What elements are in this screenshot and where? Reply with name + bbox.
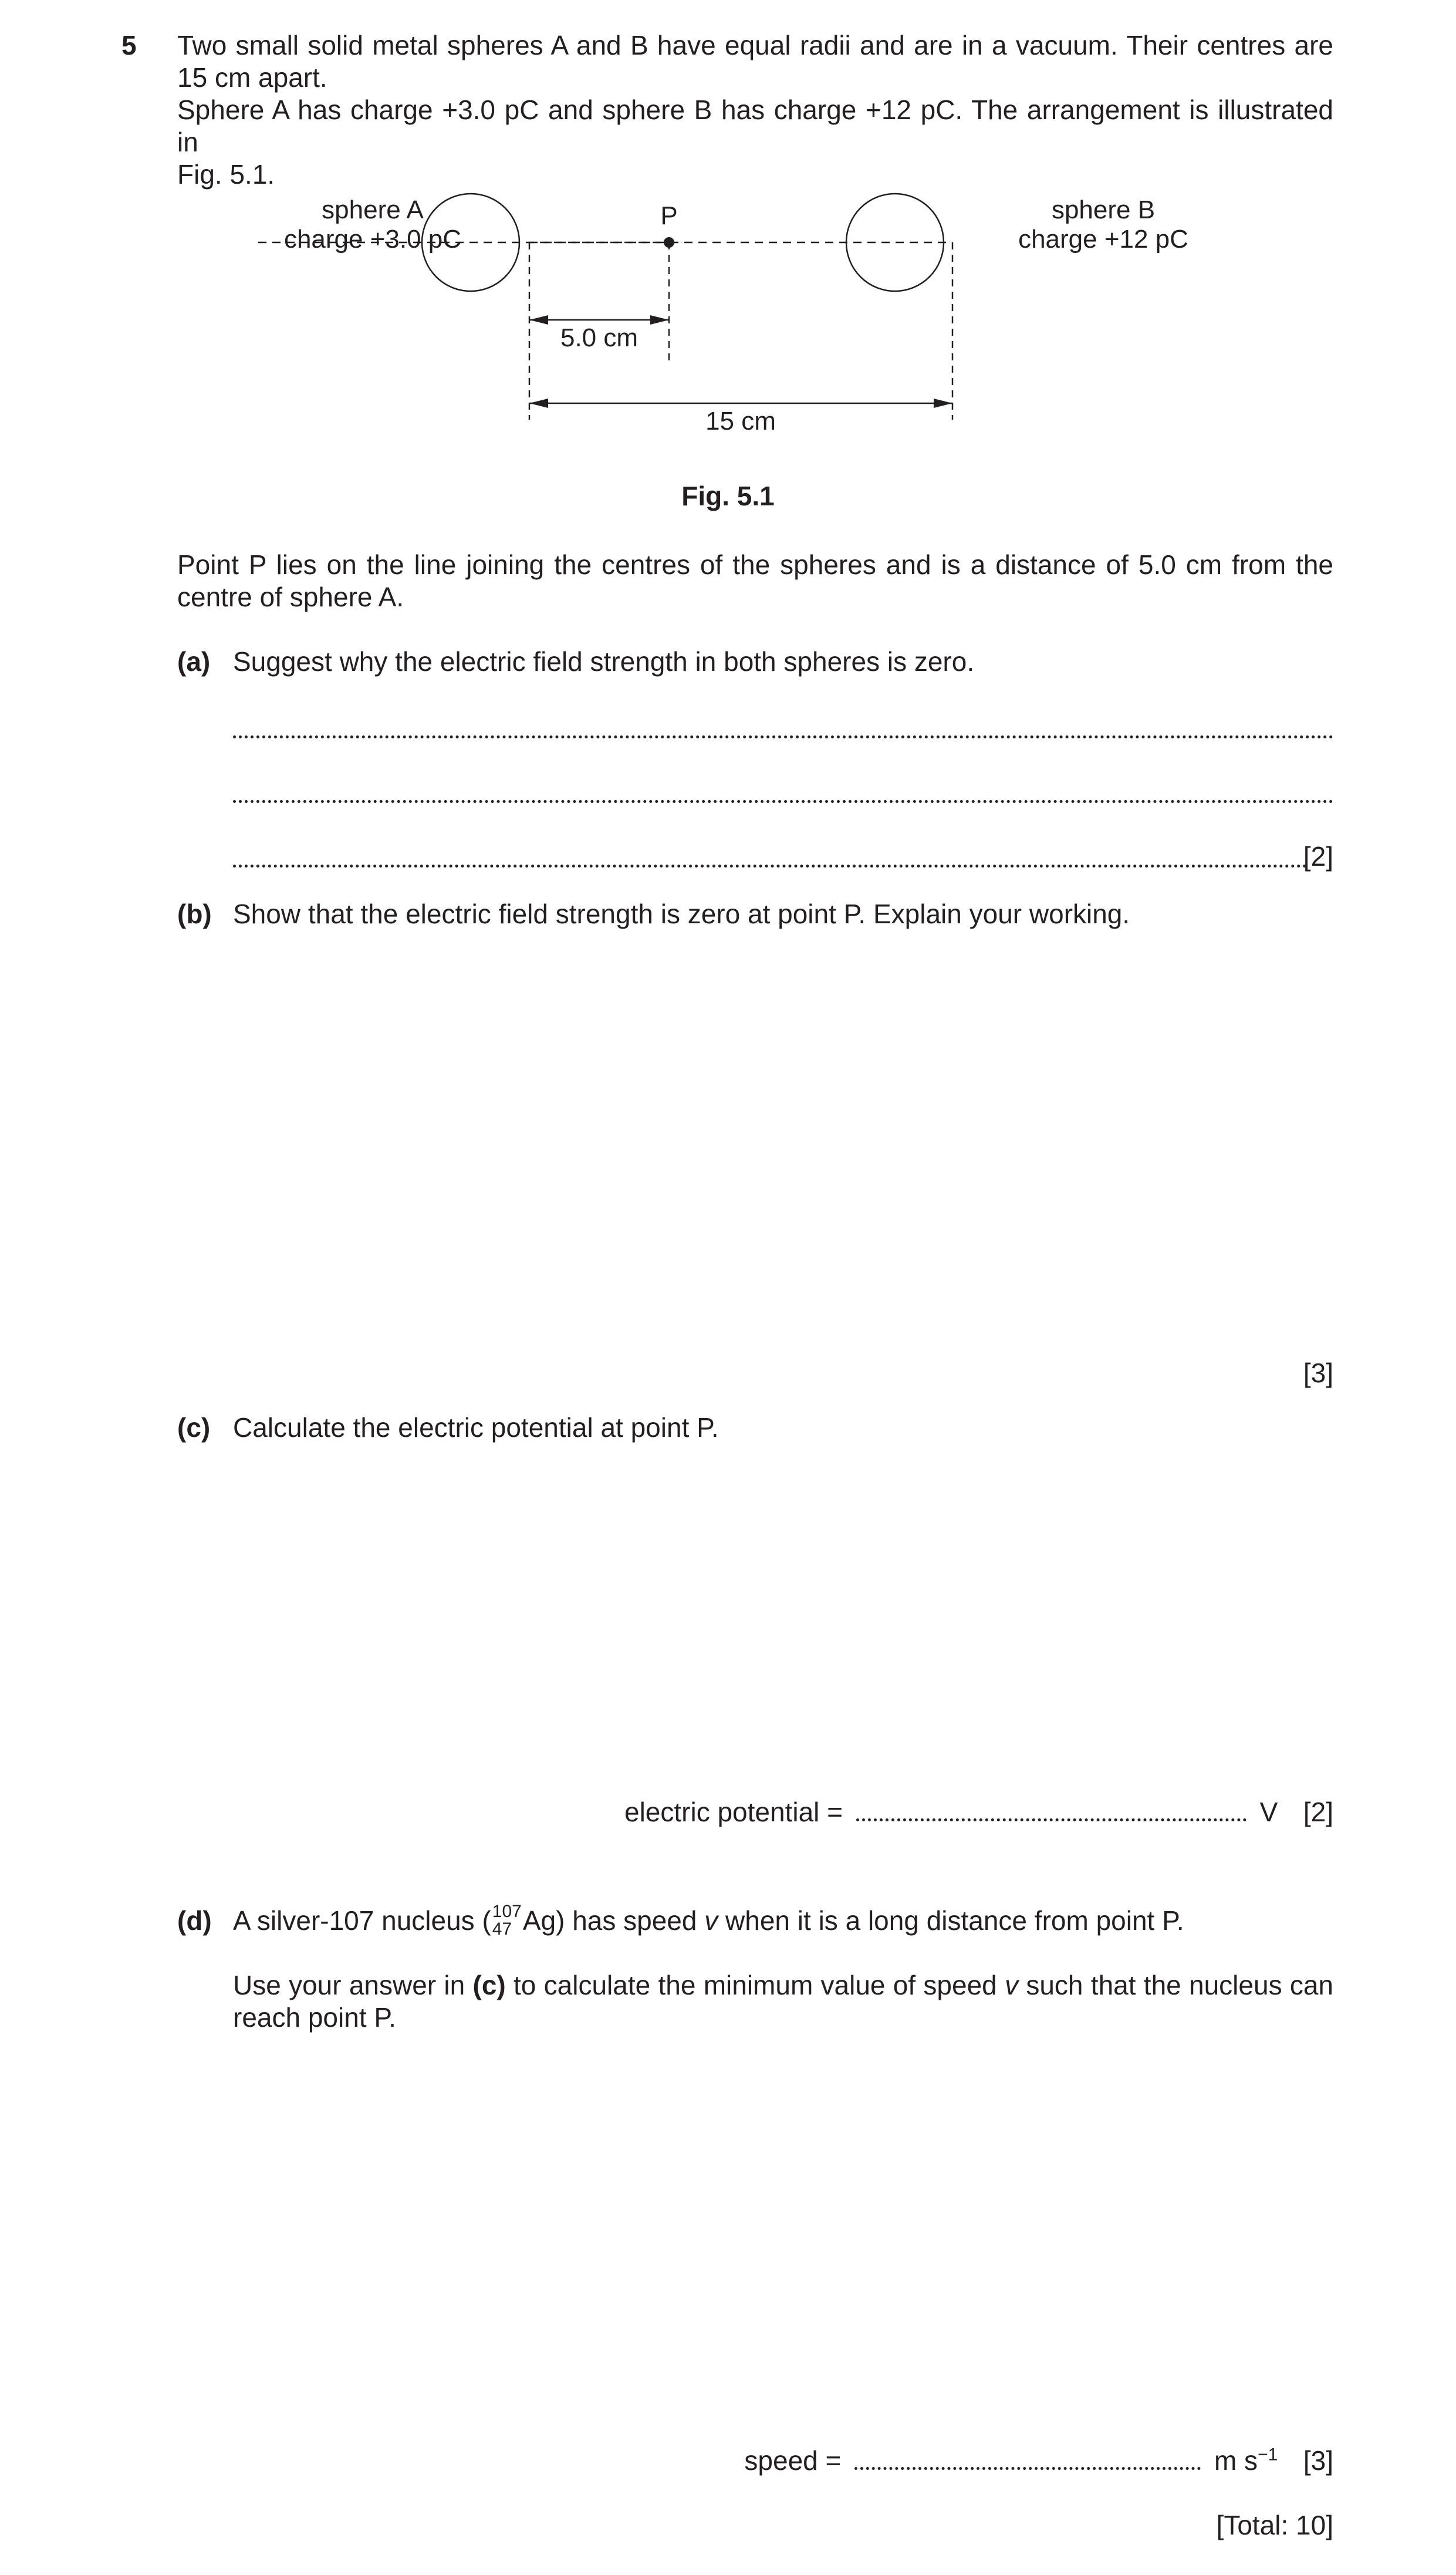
- proton-number: 47: [492, 1919, 512, 1939]
- long-distance-label: 15 cm: [705, 407, 776, 434]
- part-c-text: Calculate the electric potential at point P.: [233, 1412, 719, 1443]
- nucleon-number: 107: [492, 1901, 522, 1921]
- part-d-instruction-line-2: reach point P.: [233, 2002, 396, 2033]
- part-d-answer-label: speed =: [744, 2445, 842, 2476]
- part-b-label: (b): [177, 899, 212, 929]
- part-d-answer-line[interactable]: [854, 2449, 1201, 2470]
- part-d-answer-row: [744, 2445, 1333, 2476]
- part-d-instruction-line-1: [233, 1969, 1333, 2002]
- silver-nuclide-notation: [492, 1903, 522, 1938]
- figure-caption: Fig. 5.1: [681, 481, 775, 511]
- part-d-text-after-1: ) has speed: [556, 1905, 705, 1936]
- sphere-b-name: sphere B: [1051, 195, 1156, 224]
- part-c-answer-row: [624, 1796, 1333, 1828]
- part-a-mark: [2]: [1303, 841, 1333, 872]
- context-line-1: Point P lies on the line joining the centres of the spheres and is a distance of 5.0 cm from the: [177, 549, 1333, 580]
- part-a-text: Suggest why the electric field strength in both spheres is zero.: [233, 646, 975, 677]
- instr-part-1: Use your answer in: [233, 1970, 473, 2000]
- point-p-dot: [664, 237, 674, 248]
- figure-5-1: [258, 188, 1209, 434]
- arrowhead-long-left: [529, 399, 548, 408]
- sphere-b-charge: charge +12 pC: [1018, 225, 1188, 254]
- instr-part-2: to calculate the minimum value of speed: [505, 1970, 1005, 2000]
- instr-variable: v: [1005, 1970, 1019, 2000]
- answer-line-a-3[interactable]: [233, 841, 1307, 868]
- part-d-label: (d): [177, 1905, 212, 1936]
- instr-part-3: such that the nucleus can: [1018, 1970, 1334, 2000]
- intro-line-2: 15 cm apart.: [177, 62, 327, 93]
- part-a-label: (a): [177, 646, 211, 677]
- question-intro: [177, 29, 1333, 191]
- part-d-text-after-2: when it is a long distance from point P.: [718, 1905, 1184, 1936]
- part-c-label: (c): [177, 1412, 211, 1443]
- intro-line-1: Two small solid metal spheres A and B have equal radii and are in a vacuum. Their centres are: [177, 30, 1333, 60]
- part-d-unit: m s: [1214, 2445, 1258, 2476]
- part-d-text-before: A silver-107 nucleus (: [233, 1905, 491, 1936]
- arrowhead-short-left: [529, 315, 548, 325]
- arrowhead-short-right: [650, 315, 669, 325]
- part-c-unit: V: [1259, 1797, 1278, 1827]
- part-d-mark: [3]: [1303, 2445, 1333, 2476]
- answer-line-a-1[interactable]: [233, 711, 1333, 738]
- intro-line-4: Fig. 5.1.: [177, 159, 275, 190]
- sphere-a-charge: charge +3.0 pC: [283, 225, 462, 254]
- question-number: 5: [121, 30, 137, 60]
- point-p-label: P: [660, 201, 678, 230]
- context-line-2: centre of sphere A.: [177, 582, 404, 612]
- intro-line-3: Sphere A has charge +3.0 pC and sphere B has charge +12 pC. The arrangement is illustrated in: [177, 95, 1333, 157]
- part-d-unit-exponent: −1: [1258, 2445, 1278, 2465]
- short-distance-label: 5.0 cm: [560, 323, 639, 352]
- part-c-answer-line[interactable]: [856, 1801, 1246, 1821]
- arrowhead-long-right: [934, 399, 952, 408]
- element-symbol: Ag: [522, 1905, 556, 1936]
- part-b-text: Show that the electric field strength is zero at point P. Explain your working.: [233, 899, 1130, 929]
- context-paragraph: [177, 549, 1333, 613]
- part-c-answer-label: electric potential =: [624, 1797, 843, 1827]
- part-d-instruction: [233, 1969, 1333, 2034]
- part-d-text: [233, 1901, 1333, 1940]
- total-marks: [Total: 10]: [1216, 2510, 1333, 2540]
- speed-variable: v: [704, 1905, 718, 1936]
- answer-line-a-2[interactable]: [233, 776, 1333, 803]
- sphere-a-name: sphere A: [322, 195, 424, 224]
- part-c-mark: [2]: [1303, 1797, 1333, 1827]
- instr-ref: (c): [472, 1970, 506, 2000]
- part-b-mark: [3]: [1303, 1358, 1333, 1388]
